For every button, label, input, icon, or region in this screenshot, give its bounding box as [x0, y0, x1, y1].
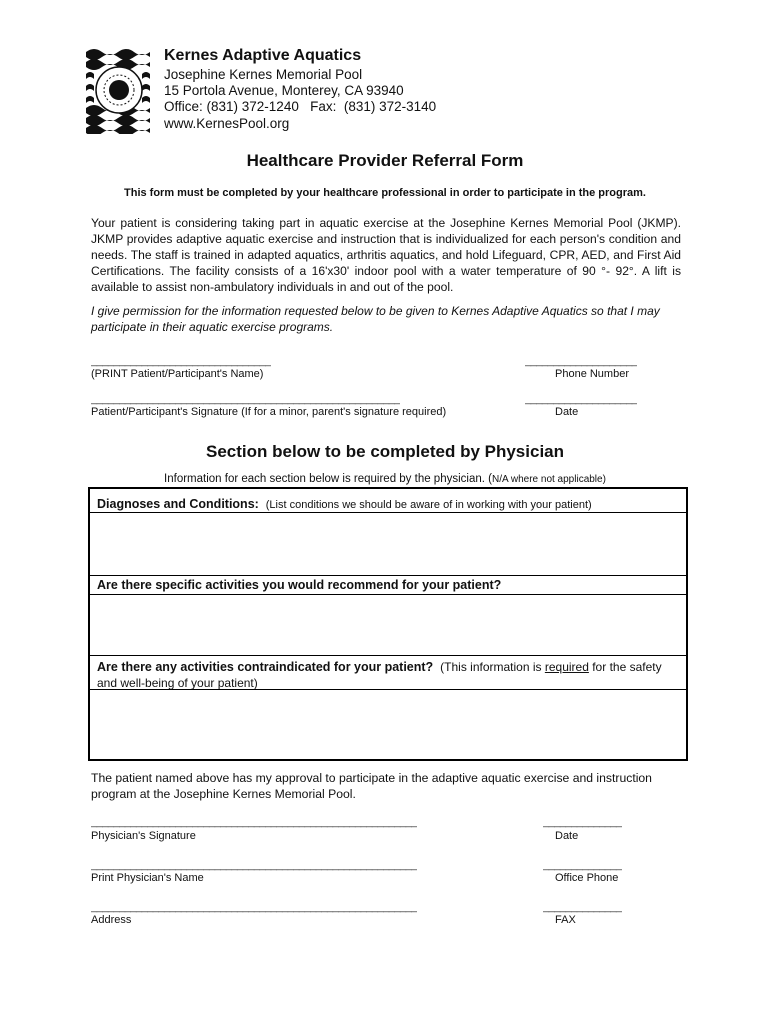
- address: 15 Portola Avenue, Monterey, CA 93940: [164, 83, 404, 98]
- phone-fax: Office: (831) 372-1240 Fax: (831) 372-3140: [164, 99, 437, 114]
- activities-header: Are there specific activities you would recommend for your patient?: [97, 578, 502, 592]
- physician-date-label: Date: [555, 830, 579, 842]
- patient-date-line[interactable]: ____________________: [525, 393, 638, 405]
- pool-name: Josephine Kernes Memorial Pool: [164, 67, 363, 82]
- form-subtitle: This form must be completed by your healthcare professional in order to participate in the program.: [124, 187, 646, 199]
- org-name: Kernes Adaptive Aquatics: [164, 47, 362, 64]
- patient-signature-label: Patient/Participant's Signature (If for a minor, parent's signature required): [91, 406, 447, 418]
- patient-phone-label: Phone Number: [555, 368, 629, 380]
- office-phone-label: Office Phone: [555, 872, 619, 884]
- patient-signature-line[interactable]: _______________________________________________________: [91, 393, 400, 405]
- physician-section-title: Section below to be completed by Physician: [205, 442, 565, 461]
- form-title: Healthcare Provider Referral Form: [246, 151, 524, 170]
- address-line[interactable]: __________________________________________________________: [91, 901, 417, 913]
- website: www.KernesPool.org: [164, 116, 290, 131]
- physician-signature-line[interactable]: __________________________________________________________: [91, 816, 417, 828]
- patient-date-label: Date: [555, 406, 579, 418]
- kernes-logo: [84, 46, 154, 134]
- patient-phone-line[interactable]: ____________________: [525, 355, 638, 367]
- approval-statement: The patient named above has my approval to participate in the adaptive aquatic exercise and instruction program at the Josephine Kernes Memorial Pool.: [91, 771, 652, 801]
- physician-signature-label: Physician's Signature: [91, 830, 196, 842]
- patient-name-label: (PRINT Patient/Participant's Name): [91, 368, 264, 380]
- diagnoses-header: Diagnoses and Conditions: (List conditions we should be aware of in working with your patient): [97, 497, 592, 511]
- physician-date-line[interactable]: ______________: [543, 816, 622, 828]
- intro-paragraph: Your patient is considering taking part in aquatic exercise at the Josephine Kernes Memorial Pool (JKMP). JKMP provides adaptive aquatic exercise and instruction that is individualized for each person's condition and needs. The staff is trained in adapted aquatics, arthritis aquatics, and hold Lifeguard, CPR, AED, and First Aid Certifications. The facility consists of a 16'x30' indoor pool with a water temperature of 90 °- 92°. A lift is available to assist non-ambulatory individuals in and out of the pool.: [91, 216, 681, 294]
- physician-section-note: Information for each section below is required by the physician. (N/A where not applicable): [164, 473, 606, 485]
- print-name-label: Print Physician's Name: [91, 872, 204, 884]
- permission-statement: I give permission for the information requested below to be given to Kernes Adaptive Aquatics so that I may participate in their aquatic exercise programs.: [91, 304, 660, 334]
- address-label: Address: [91, 914, 132, 926]
- patient-name-line[interactable]: ________________________________: [91, 355, 271, 367]
- office-phone-line[interactable]: ______________: [543, 859, 622, 871]
- physician-box: [88, 487, 688, 761]
- fax-label: FAX: [555, 914, 576, 926]
- fax-line[interactable]: ______________: [543, 901, 622, 913]
- contraindications-header: Are there any activities contraindicated for your patient? (This information is required for the safety and well-being of your patient): [97, 660, 662, 690]
- print-name-line[interactable]: __________________________________________________________: [91, 859, 417, 871]
